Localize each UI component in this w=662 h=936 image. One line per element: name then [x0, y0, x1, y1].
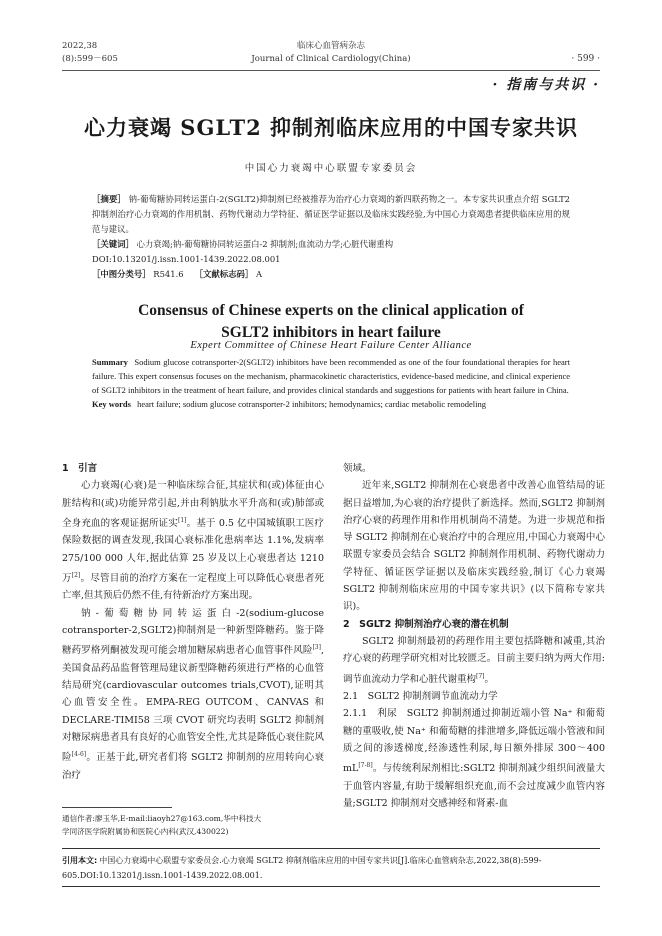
section-2-1-heading: 2.1 SGLT2 抑制剂调节血流动力学 — [343, 691, 498, 703]
footnote-divider — [62, 807, 172, 808]
running-header — [62, 40, 600, 68]
ref-1[interactable]: [1] — [178, 516, 187, 524]
paragraph-continuation: 领域。 — [343, 463, 372, 474]
p2-text-a: 钠-葡萄糖协同转运蛋白-2(sodium-glucose cotransporter-2,SGLT2)抑制剂是一种新型降糖药。鉴于降糖药罗格列酮被发现可能会增加糖尿病患者心血管事件风险 — [62, 607, 324, 657]
clc-value: R541.6 — [153, 269, 184, 279]
paragraph-diuresis — [343, 705, 605, 812]
corresponding-author-footnote — [62, 812, 324, 838]
abstract-en-summary-text: Sodium glucose cotransporter-2(SGLT2) inhibitors have been recommended as one of the four foundational therapies for heart failure. This expert consensus focuses on the mechanism, pharmacokinetic characteristics, evidence-based medicine, and clinical experience of SGLT2 inhibitors in the treatment of heart failure, and provides clinical standards and suggestions for patients with heart failure in China. — [92, 357, 570, 395]
ref-2[interactable]: [2] — [71, 571, 81, 579]
ref-4-6[interactable]: [4-6] — [71, 751, 87, 759]
citation-box — [62, 848, 600, 887]
classification-line — [92, 267, 570, 282]
abstract-cn-summary — [92, 192, 570, 237]
p2-text-c: 。正基于此,研究者们将 SGLT2 抑制剂的应用转向心衰治疗 — [62, 752, 324, 781]
abstract-en-keywords — [92, 397, 570, 411]
body-column-right — [343, 460, 605, 812]
page-number: · 599 · — [571, 54, 600, 64]
header-divider — [62, 70, 600, 71]
clc-label: ［中图分类号］ — [92, 269, 151, 279]
title-en-line2: SGLT2 inhibitors in heart failure — [221, 324, 441, 341]
title-en-line1: Consensus of Chinese experts on the clinical application of — [138, 302, 524, 319]
paragraph-intro-2 — [62, 605, 324, 784]
journal-name-en: Journal of Clinical Cardiology(China) — [251, 54, 411, 64]
abstract-en-summary — [92, 355, 570, 397]
doc-code-label: ［文献标志码］ — [194, 269, 254, 279]
p1-text-b: 。基于 0.5 亿中国城镇职工医疗保险数据的调查发现,我国心衰标准化患病率达 1.1%,发病率 275/100 000 人年,据此估算 25 岁及以上心衰患者达 1210 万 — [62, 518, 324, 585]
title-cn: 心力衰竭 SGLT2 抑制剂临床应用的中国专家共识 — [83, 115, 578, 140]
doi: DOI:10.13201/j.issn.1001-1439.2022.08.001 — [92, 254, 281, 264]
body-column-left — [62, 460, 324, 784]
title-en — [0, 300, 662, 344]
section-1-heading: 1 引言 — [62, 463, 98, 474]
abstract-cn-keywords-label: ［关键词］ — [92, 239, 134, 249]
section-2-heading: 2 SGLT2 抑制剂治疗心衰的潜在机制 — [343, 618, 509, 630]
footnote-line-1: 通信作者:廖玉华,E-mail:liaoyh27@163.com,华中科技大 — [62, 814, 262, 823]
author-cn: 中国心力衰竭中心联盟专家委员会 — [244, 163, 418, 174]
p5-text-a: SGLT2 抑制剂通过抑制近端小管 Na⁺ 和葡萄糖的重吸收,使 Na⁺ 和葡萄糖的排泄增多,降低远端小管液和间质之间的渗透梯度,经渗透性利尿,每日额外排尿 300～400 mL — [343, 708, 605, 775]
p1-text-a: 心力衰竭(心衰)是一种临床综合征,其症状和(或)体征由心脏结构和(或)功能异常引起,并由利钠肽水平升高和(或)肺部或全身充血的客观证据所证实 — [62, 480, 324, 530]
section-2-1-1-label: 2.1.1 利尿 — [343, 708, 397, 720]
paragraph-intro-1 — [62, 477, 324, 604]
abstract-en — [92, 355, 570, 411]
citation-label: 引用本文: — [62, 856, 98, 865]
journal-name — [62, 40, 600, 66]
abstract-cn-keywords — [92, 237, 570, 252]
citation-text: 中国心力衰竭中心联盟专家委员会.心力衰竭 SGLT2 抑制剂临床应用的中国专家共识[J].临床心血管病杂志,2022,38(8):599-605.DOI:10.13201/j.issn.1001-1439.2022.08.001. — [62, 856, 542, 880]
doc-code-value: A — [255, 269, 262, 279]
section-tag: · 指南与共识 · — [492, 77, 600, 93]
p4-text-b: 。 — [484, 673, 495, 685]
abstract-cn-summary-label: ［摘要］ — [92, 194, 126, 204]
issue-number-pages: (8):599－605 — [62, 54, 118, 64]
abstract-cn — [92, 192, 570, 282]
abstract-en-keywords-text: heart failure; sodium glucose cotransporter-2 inhibitors; hemodynamics; cardiac metabolic remodeling — [137, 399, 487, 409]
ref-3[interactable]: [3] — [312, 644, 321, 652]
p5-text-b: 。与传统利尿剂相比:SGLT2 抑制剂减少组织间液量大于血管内容量,有助于缓解组织充血,而不会过度减少血管内容量;SGLT2 抑制剂对交感神经和肾素-血 — [343, 763, 605, 809]
ref-7[interactable]: [7] — [476, 672, 485, 680]
p1-text-c: 。尽管目前的治疗方案在一定程度上可以降低心衰患者死亡率,但其预后仍然不佳,有待新治疗方案出现。 — [62, 573, 324, 602]
abstract-en-summary-label: Summary — [92, 357, 128, 367]
paragraph-intro-3: 近年来,SGLT2 抑制剂在心衰患者中改善心血管结局的证据日益增加,为心衰的治疗提供了新选择。然而,SGLT2 抑制剂治疗心衰的药理作用和作用机制尚不清楚。为进一步规范和指导 SGLT2 抑制剂在心衰治疗中的合理应用,中国心力衰竭中心联盟专家委员会结合 SGLT2 抑制剂作用机制、药物代谢动力学特征、循证医学证据以及临床实践经验,制订《心力衰竭 SGLT2 抑制剂临床应用的中国专家共识》(以下简称专家共识)。 — [343, 480, 605, 613]
p2-text-b: ,美国食品药品监督管理局建议新型降糖药须进行严格的心血管结局研究(cardiovascular outcomes trials,CVOT),证明其心血管安全性。EMPA-REG OUTCOM、CANVAS 和 DECLARE-TIMI58 三项 CVOT 研究均表明 SGLT2 抑制剂对糖尿病患者具有良好的心血管安全性,尤其是降低心衰住院风险 — [62, 645, 324, 764]
ref-7-8[interactable]: [7-8] — [358, 762, 373, 770]
journal-name-cn: 临床心血管病杂志 — [296, 41, 365, 51]
abstract-cn-keywords-text: 心力衰竭;钠-葡萄糖协同转运蛋白-2 抑制剂;血流动力学;心脏代谢重构 — [136, 239, 394, 249]
footnote-line-2: 学同济医学院附属协和医院心内科(武汉,430022) — [62, 827, 229, 836]
abstract-cn-summary-text: 钠-葡萄糖协同转运蛋白-2(SGLT2)抑制剂已经被推荐为治疗心力衰竭的新四联药物之一。本专家共识重点介绍 SGLT2 抑制剂治疗心力衰竭的作用机制、药物代谢动力学特征、循证医学证据以及临床实践经验,为中国心力衰竭患者提供临床应用的规范与建议。 — [92, 194, 570, 234]
paragraph-mechanism — [343, 633, 605, 688]
p4-text-a: SGLT2 抑制剂最初的药理作用主要包括降糖和减重,其治疗心衰的药理学研究相对比较匮乏。目前主要归纳为两大作用:调节血流动力学和心脏代谢重构 — [343, 635, 605, 685]
issue-year-volume: 2022,38 — [62, 41, 98, 51]
author-en: Expert Committee of Chinese Heart Failure Center Alliance — [190, 340, 472, 351]
abstract-en-keywords-label: Key words — [92, 399, 131, 409]
